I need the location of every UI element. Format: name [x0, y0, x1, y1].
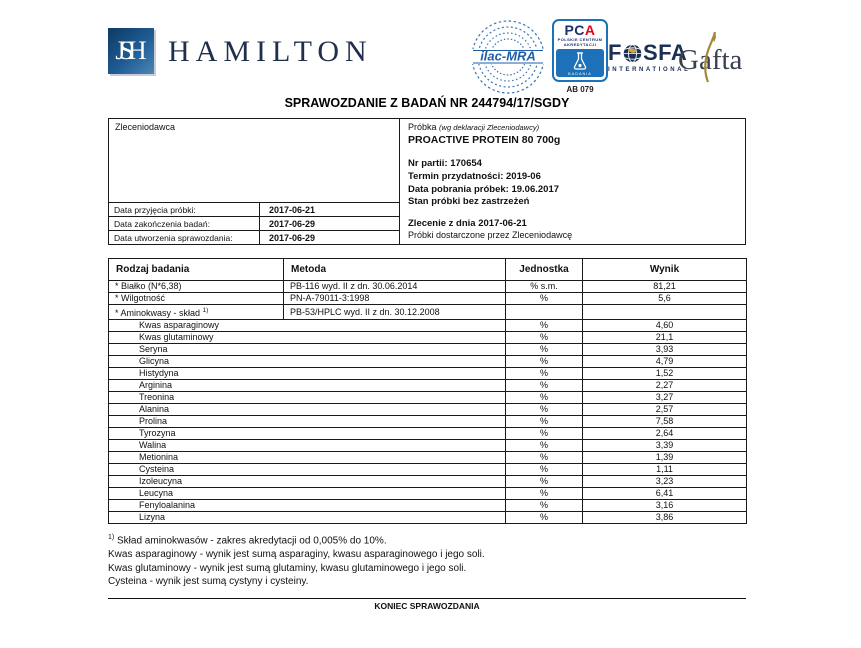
sample-delivery: Próbki dostarczone przez Zleceniodawcę [408, 230, 573, 241]
unit-cell: % [506, 293, 583, 305]
batch-number: Nr partii: 170654 [408, 158, 482, 169]
svg-text:ilac-MRA: ilac-MRA [480, 48, 536, 64]
result-cell: 81,21 [583, 281, 747, 293]
pca-accent-letter: A [584, 22, 596, 38]
table-row [109, 392, 747, 404]
table-row [109, 281, 747, 293]
analysis-name-cell: Lizyna [109, 512, 506, 524]
unit-cell: % [506, 512, 583, 524]
header-unit: Jednostka [506, 259, 583, 281]
analysis-name-cell: Fenyloalanina [109, 500, 506, 512]
ilac-mra-seal-icon [469, 18, 547, 96]
client-box [108, 118, 400, 245]
date-label: Data przyjęcia próbki: [114, 204, 196, 215]
analysis-name-cell: Treonina [109, 392, 506, 404]
sample-details [408, 158, 737, 209]
pca-badge [552, 19, 608, 82]
table-row [109, 404, 747, 416]
result-cell: 2,27 [583, 380, 747, 392]
results-table [108, 258, 747, 524]
analysis-name-cell: Walina [109, 440, 506, 452]
result-cell: 4,60 [583, 320, 747, 332]
footnote-line: Kwas asparaginowy - wynik jest sumą asparaginy, kwasu asparaginowego i jego soli. [108, 548, 485, 560]
result-cell: 2,57 [583, 404, 747, 416]
flask-icon [572, 51, 588, 71]
header-method: Metoda [284, 259, 506, 281]
unit-cell: % [506, 392, 583, 404]
table-row [109, 332, 747, 344]
result-cell: 3,93 [583, 344, 747, 356]
sample-product-name: PROACTIVE PROTEIN 80 700g [408, 134, 561, 146]
result-cell: 2,64 [583, 428, 747, 440]
hamilton-logo [108, 28, 373, 74]
pca-logo [552, 19, 608, 94]
table-row [109, 452, 747, 464]
analysis-name-cell: Kwas asparaginowy [109, 320, 506, 332]
result-cell: 1,11 [583, 464, 747, 476]
unit-cell: % s.m. [506, 281, 583, 293]
wheat-stalk-icon [678, 30, 743, 86]
result-cell: 21,1 [583, 332, 747, 344]
footnote-line: Kwas glutaminowy - wynik jest sumą glutaminy, kwasu glutaminowego i jego soli. [108, 562, 467, 574]
pca-accreditation-code: AB 079 [566, 85, 594, 94]
table-row [109, 416, 747, 428]
pca-inner-badge [556, 49, 604, 77]
jsh-monogram-icon [108, 28, 154, 74]
date-value: 2017-06-29 [259, 231, 399, 244]
date-label: Data zakończenia badań: [114, 218, 210, 229]
unit-cell: % [506, 440, 583, 452]
unit-cell: % [506, 404, 583, 416]
globe-icon [623, 44, 642, 63]
table-row [109, 344, 747, 356]
table-row [109, 356, 747, 368]
result-cell: 6,41 [583, 488, 747, 500]
method-cell: PN-A-79011-3:1998 [284, 293, 506, 305]
analysis-name-cell: Leucyna [109, 488, 506, 500]
client-dates [109, 202, 399, 244]
table-row [109, 476, 747, 488]
unit-cell: % [506, 464, 583, 476]
unit-cell: % [506, 368, 583, 380]
date-row [109, 202, 399, 216]
footnote-sup: 1) [108, 534, 115, 541]
gafta-logo [678, 30, 743, 86]
result-cell: 3,27 [583, 392, 747, 404]
hamilton-wordmark: HAMILTON [168, 35, 373, 68]
table-row [109, 293, 747, 305]
result-cell: 7,58 [583, 416, 747, 428]
unit-cell: % [506, 344, 583, 356]
date-value: 2017-06-21 [259, 203, 399, 216]
result-cell: 3,16 [583, 500, 747, 512]
jsh-monogram-text: JSH [115, 36, 141, 65]
sampling-date: Data pobrania próbek: 19.06.2017 [408, 183, 560, 195]
analysis-name-cell: Arginina [109, 380, 506, 392]
results-table-body [109, 281, 747, 524]
table-row [109, 305, 747, 320]
result-cell: 3,39 [583, 440, 747, 452]
method-cell: PB-116 wyd. II z dn. 30.06.2014 [284, 281, 506, 293]
analysis-name-cell: Metionina [109, 452, 506, 464]
table-row [109, 488, 747, 500]
client-label: Zleceniodawca [115, 122, 176, 132]
end-divider [108, 598, 746, 599]
end-of-report-label: KONIEC SPRAWOZDANIA [374, 601, 480, 611]
pca-subtitle: POLSKIE CENTRUM AKREDYTACJI [557, 37, 603, 47]
table-row [109, 512, 747, 524]
unit-cell: % [506, 428, 583, 440]
unit-cell: % [506, 380, 583, 392]
analysis-name-cell: * Wilgotność [109, 293, 284, 305]
pca-area-label: BADANIA [568, 72, 592, 76]
result-cell: 3,23 [583, 476, 747, 488]
analysis-name-cell: Cysteina [109, 464, 506, 476]
sample-label-note: (wg deklaracji Zleceniodawcy) [439, 123, 540, 132]
footnotes [108, 531, 485, 589]
analysis-name-cell: Prolina [109, 416, 506, 428]
unit-cell: % [506, 356, 583, 368]
sample-box [399, 118, 746, 245]
unit-cell: % [506, 476, 583, 488]
results-header-row [109, 259, 747, 281]
table-row [109, 500, 747, 512]
analysis-name-cell: Alanina [109, 404, 506, 416]
expiry-date: Termin przydatności: 2019-06 [408, 170, 541, 182]
analysis-name-cell: Glicyna [109, 356, 506, 368]
sample-header [408, 122, 737, 132]
analysis-name-cell: Kwas glutaminowy [109, 332, 506, 344]
method-cell: PB-53/HPLC wyd. II z dn. 30.12.2008 [284, 305, 506, 320]
report-title: SPRAWOZDANIE Z BADAŃ NR 244794/17/SGDY [284, 96, 570, 110]
pca-wordmark: PCA [564, 22, 596, 38]
footnote-line: $^{1)}$ Skład aminokwasów - zakres akredytacji od 0,005% do 10%. [108, 534, 387, 547]
unit-cell: % [506, 452, 583, 464]
analysis-name-cell: Seryna [109, 344, 506, 356]
table-row [109, 428, 747, 440]
result-cell [583, 305, 747, 320]
header-analysis: Rodzaj badania [109, 259, 284, 281]
unit-cell: % [506, 332, 583, 344]
analysis-name-cell: Histydyna [109, 368, 506, 380]
table-row [109, 320, 747, 332]
date-label: Data utworzenia sprawozdania: [114, 232, 233, 243]
footnote-ref: 1) [202, 307, 209, 314]
footnote-line: Cysteina - wynik jest sumą cystyny i cysteiny. [108, 576, 309, 588]
unit-cell: % [506, 320, 583, 332]
analysis-name-cell: * Białko (N*6,38) [109, 281, 284, 293]
header-result: Wynik [583, 259, 747, 281]
date-row [109, 230, 399, 244]
fosfa-subtitle: INTERNATIONAL [608, 67, 691, 73]
sample-label: Próbka [408, 122, 437, 132]
result-cell: 1,52 [583, 368, 747, 380]
result-cell: 1,39 [583, 452, 747, 464]
unit-cell: % [506, 416, 583, 428]
analysis-name-cell: * Aminokwasy - skład $^{1)}$ [109, 305, 284, 320]
result-cell: 3,86 [583, 512, 747, 524]
table-row [109, 464, 747, 476]
unit-cell: % [506, 500, 583, 512]
table-row [109, 368, 747, 380]
date-value: 2017-06-29 [259, 217, 399, 230]
date-row [109, 216, 399, 230]
sample-condition: Stan próbki bez zastrzeżeń [408, 196, 530, 208]
unit-cell [506, 305, 583, 320]
table-row [109, 380, 747, 392]
gafta-wordmark: Gafta [678, 44, 743, 76]
analysis-name-cell: Izoleucyna [109, 476, 506, 488]
order-date: Zlecenie z dnia 2017-06-21 [408, 218, 527, 230]
fosfa-wordmark: F SFA [608, 40, 688, 65]
result-cell: 5,6 [583, 293, 747, 305]
table-row [109, 440, 747, 452]
analysis-name-cell: Tyrozyna [109, 428, 506, 440]
result-cell: 4,79 [583, 356, 747, 368]
unit-cell: % [506, 488, 583, 500]
